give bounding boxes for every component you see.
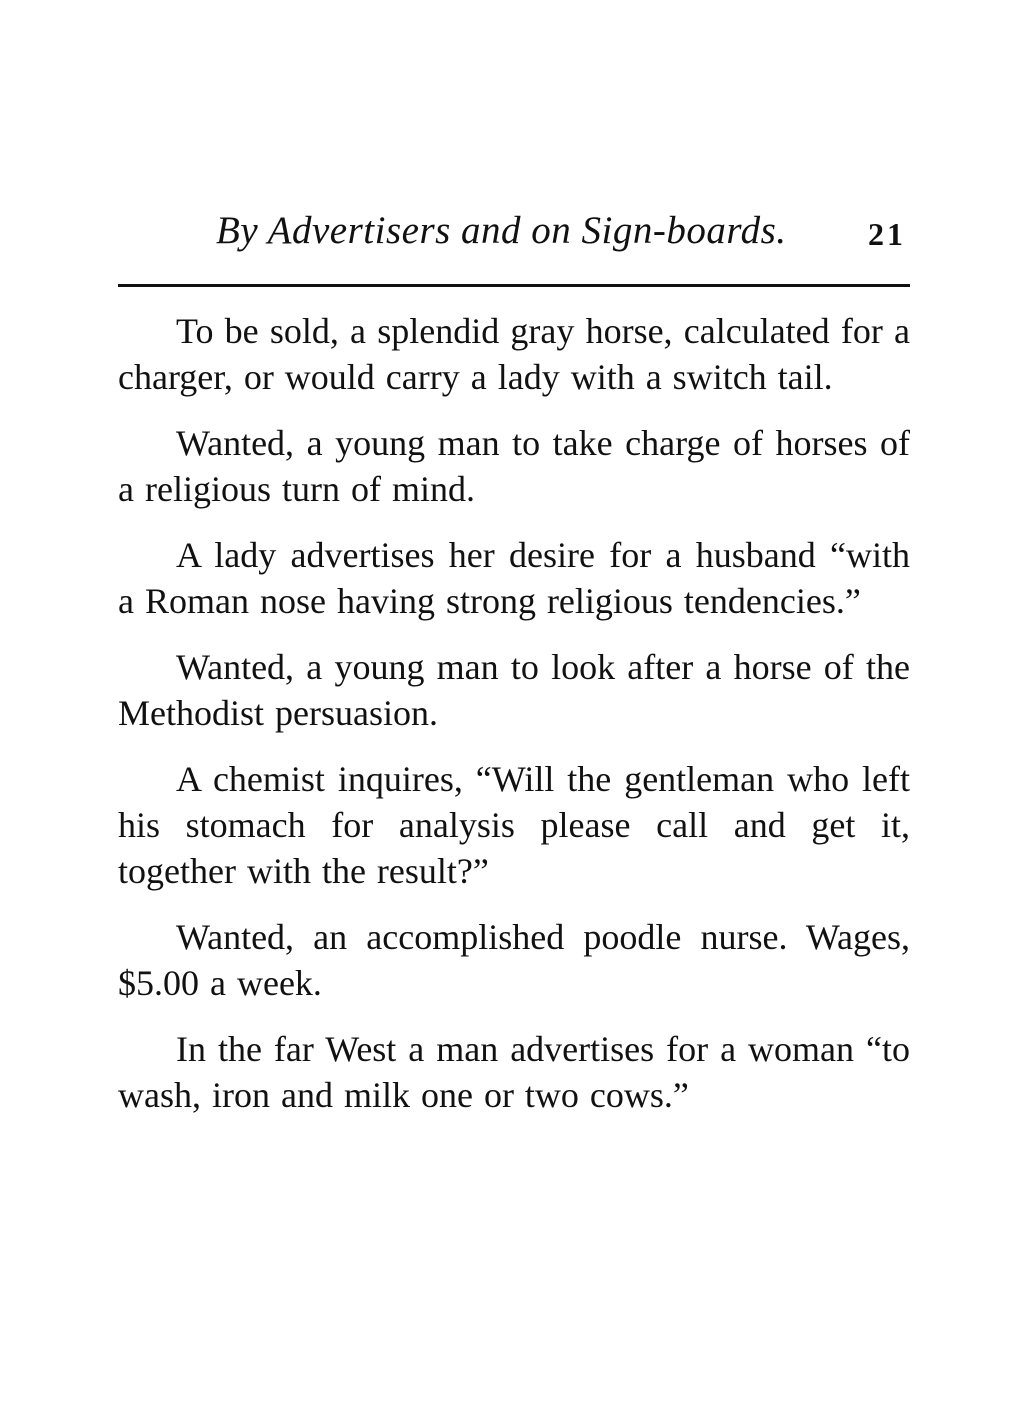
- header-rule: [118, 284, 910, 287]
- paragraph-chemist: A chemist inquires, “Will the gentleman who left his stomach for analysis please call and get it, together with the result?”: [118, 759, 910, 891]
- running-title: By Advertisers and on Sign-boards.: [216, 209, 787, 252]
- paragraph-lady-husband: A lady advertises her desire for a husband “with a Roman nose having strong religious tendencies.”: [118, 535, 910, 621]
- paragraph-poodle-nurse: Wanted, an accomplished poodle nurse. Wages, $5.00 a week.: [118, 917, 910, 1003]
- paragraph-far-west: In the far West a man advertises for a woman “to wash, iron and milk one or two cows.”: [118, 1029, 910, 1115]
- paragraph-gray-horse: To be sold, a splendid gray horse, calculated for a charger, or would carry a lady with a switch tail.: [118, 311, 910, 397]
- body-text: [118, 308, 910, 1138]
- page-number: 21: [868, 216, 906, 252]
- paragraph-methodist-horse: Wanted, a young man to look after a horse of the Methodist persuasion.: [118, 647, 910, 733]
- running-head: [118, 208, 910, 268]
- paragraph-young-man-horses: Wanted, a young man to take charge of horses of a religious turn of mind.: [118, 423, 910, 509]
